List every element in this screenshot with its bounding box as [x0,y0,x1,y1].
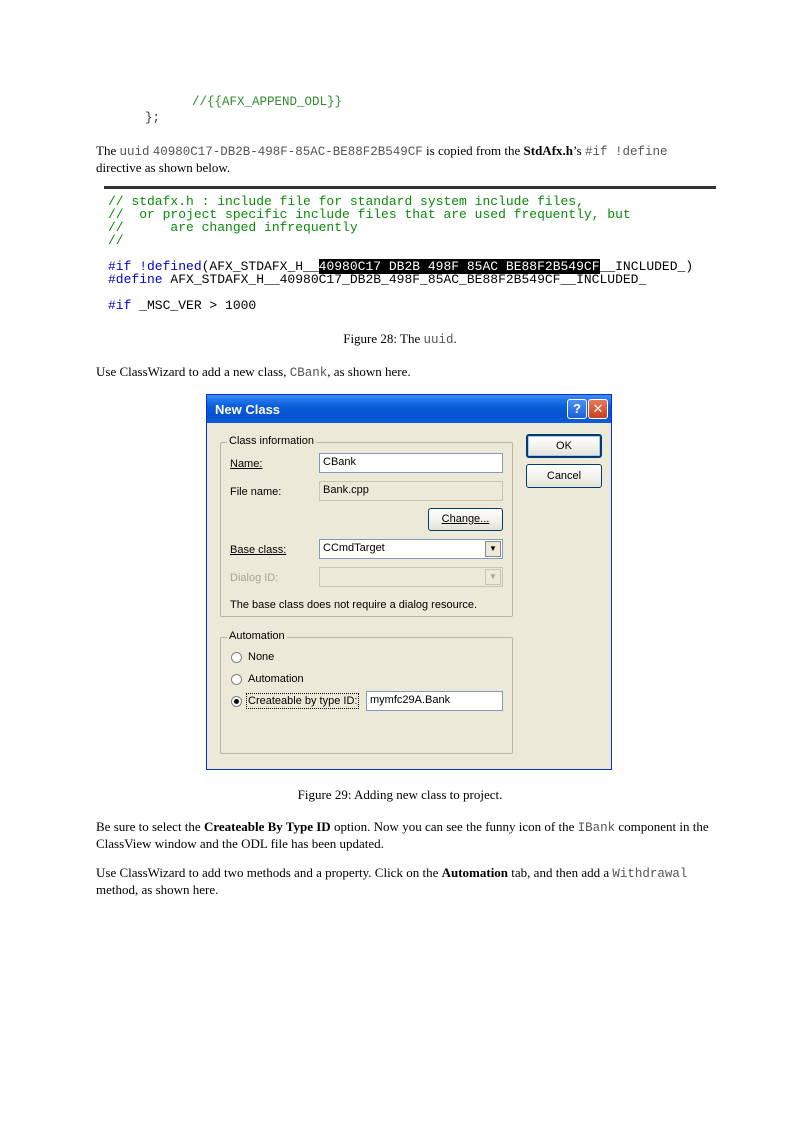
figure-29-caption: Figure 29: Adding new class to project. [297,787,503,802]
base-class-select[interactable]: CCmdTarget ▼ [319,539,503,559]
filename-label: File name: [230,486,282,498]
close-icon[interactable]: ✕ [588,399,608,419]
code-append-odl: //{{AFX_APPEND_ODL}} [192,95,343,109]
name-label: Name: [230,458,263,470]
code-line-define: #define AFX_STDAFX_H__40980C17_DB2B_498F_85AC_BE88F2B549CF__INCLUDED_ [108,272,647,287]
radio-none-label[interactable]: None [248,651,275,663]
base-class-note: The base class does not require a dialog resource. [230,599,478,611]
filename-field: Bank.cpp [319,481,503,501]
type-id-input[interactable]: mymfc29A.Bank [366,691,503,711]
change-button[interactable]: Change... [428,508,503,531]
inline-code-cbank: CBank [289,366,328,380]
bold-createable: Createable By Type ID [203,819,331,834]
cancel-button[interactable]: Cancel [526,464,602,488]
paragraph-automation: Use ClassWizard to add two methods and a property. Click on the Automation tab, and then add a Withdrawal method, as shown here. [96,865,688,897]
bold-stdafx: StdAfx.h [523,143,574,158]
code-line-2: // or project specific include files that are used frequently, but [108,207,631,222]
paragraph-uuid: The uuid 40980C17-DB2B-498F-85AC-BE88F2B549CF is copied from the StdAfx.h’s #if !define directive as shown below. [96,143,668,175]
automation-group [220,630,513,754]
radio-createable-label[interactable]: Createable by type ID: [248,695,358,707]
inline-code-ibank: IBank [577,821,616,835]
help-button[interactable]: ? [567,399,587,419]
inline-code-ifdefine: #if !define [584,145,668,159]
code-line-4: // [108,233,124,248]
chevron-down-icon[interactable]: ▼ [485,541,501,557]
radio-none[interactable] [231,652,242,663]
code-screenshot [104,186,716,319]
code-line-ifdefined: #if !defined(AFX_STDAFX_H__40980C17 DB2B 498F 85AC BE88F2B549CF__INCLUDED_) [108,259,694,274]
paragraph-add-class: Use ClassWizard to add a new class, CBank, as shown here. [96,364,411,380]
radio-automation-label[interactable]: Automation [248,673,304,685]
chevron-down-icon: ▼ [485,569,501,585]
automation-group-label: Automation [229,630,285,642]
dialog-titlebar[interactable] [207,395,611,423]
class-information-group [220,435,513,617]
code-line-3: // are changed infrequently [108,220,358,235]
code-line-1: // stdafx.h : include file for standard system include files, [108,194,584,209]
code-closing-brace: }; [145,111,161,125]
base-class-label: Base class: [230,544,287,556]
code-line-msc-ver: #if _MSC_VER > 1000 [108,298,257,313]
inline-code-guid: 40980C17-DB2B-498F-85AC-BE88F2B549CF [152,145,423,159]
dialog-title: New Class [215,402,281,417]
highlighted-uuid[interactable]: 40980C17 DB2B 498F 85AC BE88F2B549CF [318,259,600,274]
inline-code-withdrawal: Withdrawal [612,867,688,881]
bold-automation: Automation [441,865,509,880]
new-class-dialog [206,394,612,770]
dialog-id-select [319,567,503,587]
figure-28-caption: Figure 28: The uuid. [343,331,457,347]
class-information-label: Class information [229,435,314,447]
name-input[interactable]: CBank [319,453,503,473]
ok-button[interactable]: OK [526,434,602,458]
dialog-id-label: Dialog ID: [230,572,279,584]
paragraph-createable: Be sure to select the Createable By Type ID option. Now you can see the funny icon of the IBank component in the ClassView window and the ODL file has been updated. [96,819,709,851]
radio-automation[interactable] [231,674,242,685]
radio-createable[interactable] [231,696,242,707]
inline-code-uuid: uuid [119,145,150,159]
